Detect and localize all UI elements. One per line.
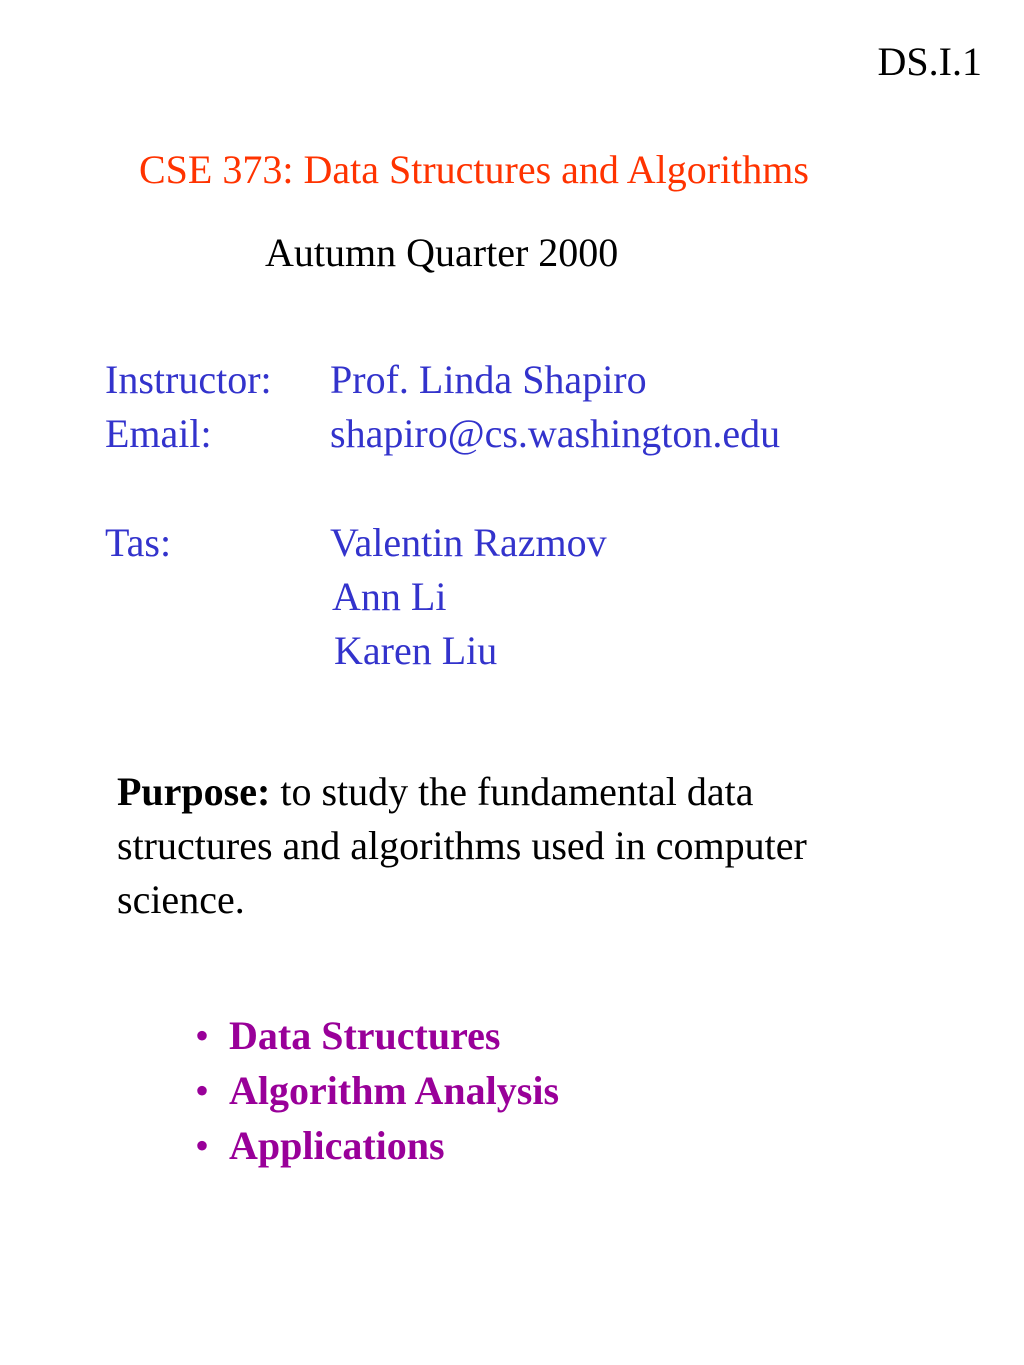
bullet-icon: • [195, 1013, 210, 1058]
instructor-label: Instructor: [105, 357, 272, 402]
purpose-label: Purpose: [117, 769, 271, 814]
topics-list [195, 1008, 559, 1173]
purpose-paragraph [117, 765, 917, 927]
list-item [195, 1008, 559, 1063]
bullet-icon: • [195, 1068, 210, 1113]
term: Autumn Quarter 2000 [265, 230, 619, 275]
topic-label: Applications [229, 1123, 445, 1168]
tas-row [105, 520, 607, 565]
bullet-icon: • [195, 1123, 210, 1168]
tas-label: Tas: [105, 520, 172, 565]
course-title: CSE 373: Data Structures and Algorithms [139, 147, 809, 192]
list-item [195, 1118, 559, 1173]
ta-name: Valentin Razmov [330, 520, 607, 565]
email-row [105, 411, 781, 456]
email-address: shapiro@cs.washington.edu [330, 411, 781, 456]
ta-name: Ann Li [332, 574, 447, 619]
slide-id: DS.I.1 [877, 39, 982, 84]
topic-label: Data Structures [229, 1013, 501, 1058]
instructor-row [105, 357, 647, 402]
email-label: Email: [105, 411, 212, 456]
purpose-text: to study the fundamental data structures and algorithms used in computer science. [117, 769, 807, 922]
instructor-name: Prof. Linda Shapiro [330, 357, 647, 402]
topic-label: Algorithm Analysis [229, 1068, 560, 1113]
list-item [195, 1063, 559, 1118]
ta-name: Karen Liu [334, 628, 498, 673]
